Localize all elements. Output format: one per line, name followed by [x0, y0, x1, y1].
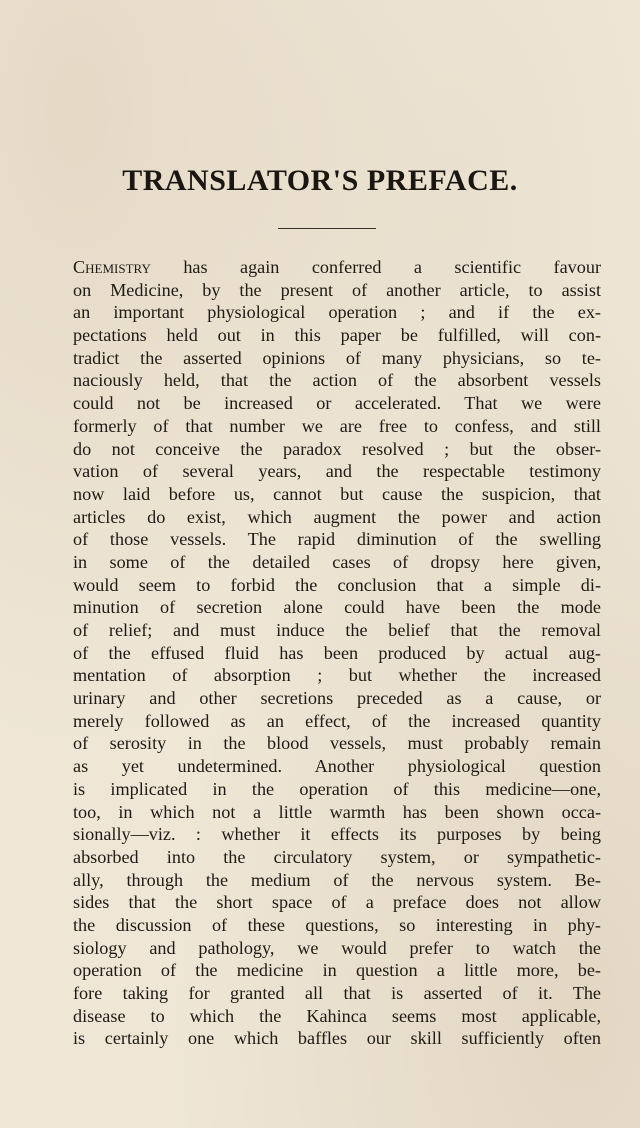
text-line: urinary and other secretions preceded as a cause, or — [73, 688, 601, 709]
page-title: TRANSLATOR'S PREFACE. — [122, 164, 518, 197]
text-line: of the effused fluid has been produced by actual aug- — [73, 642, 601, 663]
text-line: could not be increased or accelerated. That we were — [73, 393, 601, 414]
text-line: pectations held out in this paper be fulfilled, will con- — [73, 325, 601, 346]
text-line: is implicated in the operation of this medicine—one, — [73, 778, 601, 799]
text-line: absorbed into the circulatory system, or sympathetic- — [73, 846, 601, 867]
text-line: siology and pathology, we would prefer to watch the — [73, 937, 601, 958]
text-line: sionally—viz. : whether it effects its purposes by being — [73, 824, 601, 845]
text-line: too, in which not a little warmth has been shown occa- — [73, 801, 601, 822]
text-line: mentation of absorption ; but whether the increased — [73, 665, 601, 686]
text-line: operation of the medicine in question a little more, be- — [73, 960, 601, 981]
text-line: the discussion of these questions, so interesting in phy- — [73, 914, 601, 935]
text-line: naciously held, that the action of the absorbent vessels — [73, 370, 601, 391]
text-line: sides that the short space of a preface does not allow — [73, 892, 601, 913]
text-line: articles do exist, which augment the power and action — [73, 506, 601, 527]
text-line: of relief; and must induce the belief that the removal — [73, 620, 601, 640]
text-line: fore taking for granted all that is asserted of it. The — [73, 983, 601, 1003]
text-line — [73, 256, 601, 279]
text-line: of those vessels. The rapid diminution of the swelling — [73, 529, 601, 550]
text-line: do not conceive the paradox resolved ; but the obser- — [73, 438, 601, 459]
preface-paragraph — [73, 256, 601, 1050]
text-line: of serosity in the blood vessels, must probably remain — [73, 733, 601, 754]
text-line: ally, through the medium of the nervous system. Be- — [73, 869, 601, 890]
title-divider — [278, 228, 376, 229]
text-line: an important physiological operation ; and if the ex- — [73, 302, 601, 323]
text-line: tradict the asserted opinions of many physicians, so te- — [73, 347, 601, 368]
text-line: would seem to forbid the conclusion that a simple di- — [73, 574, 601, 595]
lead-word: Chemistry — [73, 257, 151, 277]
text-line: minution of secretion alone could have been the mode — [73, 597, 601, 618]
text-line: in some of the detailed cases of dropsy here given, — [73, 551, 601, 572]
text-line: merely followed as an effect, of the increased quantity — [73, 710, 601, 731]
text-line: is certainly one which baffles our skill sufficiently often — [73, 1028, 601, 1049]
text-line: formerly of that number we are free to confess, and still — [73, 415, 601, 436]
text-line: now laid before us, cannot but cause the suspicion, that — [73, 483, 601, 504]
text-line: as yet undetermined. Another physiological question — [73, 756, 601, 777]
text-line: vation of several years, and the respectable testimony — [73, 461, 601, 482]
text-line: disease to which the Kahinca seems most applicable, — [73, 1005, 601, 1026]
text-line-content: has again conferred a scientific favour — [150, 257, 601, 277]
text-line: on Medicine, by the present of another article, to assist — [73, 279, 601, 300]
